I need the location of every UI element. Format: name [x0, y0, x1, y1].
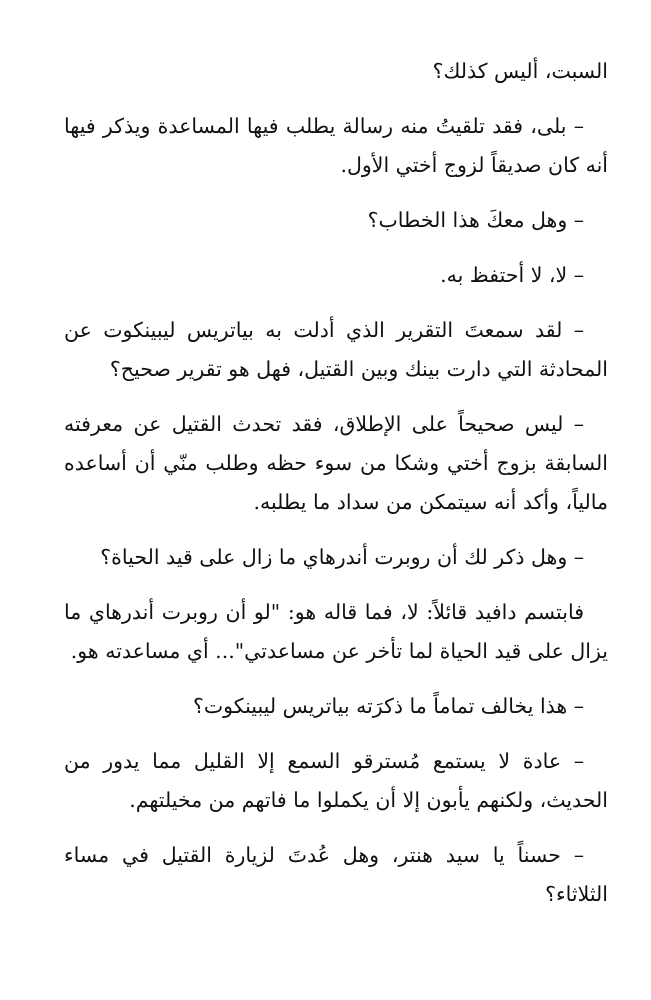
- book-page: [64, 52, 608, 914]
- dialogue-paragraph: – حسناً يا سيد هنتر، وهل عُدتَ لزيارة القتيل في مساء الثلاثاء؟: [64, 843, 608, 906]
- dialogue-paragraph: – هذا يخالف تماماً ما ذكرَته بياتريس ليبينكوت؟: [192, 694, 584, 718]
- dialogue-paragraph: – وهل معكَ هذا الخطاب؟: [367, 208, 584, 232]
- dialogue-paragraph: – لا، لا أحتفظ به.: [440, 263, 584, 287]
- dialogue-paragraph: – عادة لا يستمع مُسترقو السمع إلا القليل مما يدور من الحديث، ولكنهم يأبون إلا أن يكملوا ما فاتهم من مخيلتهم.: [64, 749, 608, 812]
- dialogue-paragraph: – ليس صحيحاً على الإطلاق، فقد تحدث القتيل عن معرفته السابقة بزوج أختي وشكا من سوء حظه وطلب منّي أن أساعده مالياً، وأكد أنه سيتمكن من سداد ما يطلبه.: [64, 412, 608, 514]
- narration-paragraph: فابتسم دافيد قائلاً: لا، فما قاله هو: "لو أن روبرت أندرهاي ما يزال على قيد الحياة لما تأخر عن مساعدتي"... أي مساعدته هو.: [64, 600, 608, 663]
- dialogue-paragraph: – لقد سمعتَ التقرير الذي أدلت به بياتريس ليبينكوت عن المحادثة التي دارت بينك وبين القتيل، فهل هو تقرير صحيح؟: [64, 318, 608, 381]
- dialogue-paragraph: – وهل ذكر لك أن روبرت أندرهاي ما زال على قيد الحياة؟: [100, 545, 584, 569]
- dialogue-paragraph: – بلى، فقد تلقيتُ منه رسالة يطلب فيها المساعدة ويذكر فيها أنه كان صديقاً لزوج أختي الأول.: [64, 114, 608, 177]
- paragraph-continuation: السبت، أليس كذلك؟: [432, 59, 608, 83]
